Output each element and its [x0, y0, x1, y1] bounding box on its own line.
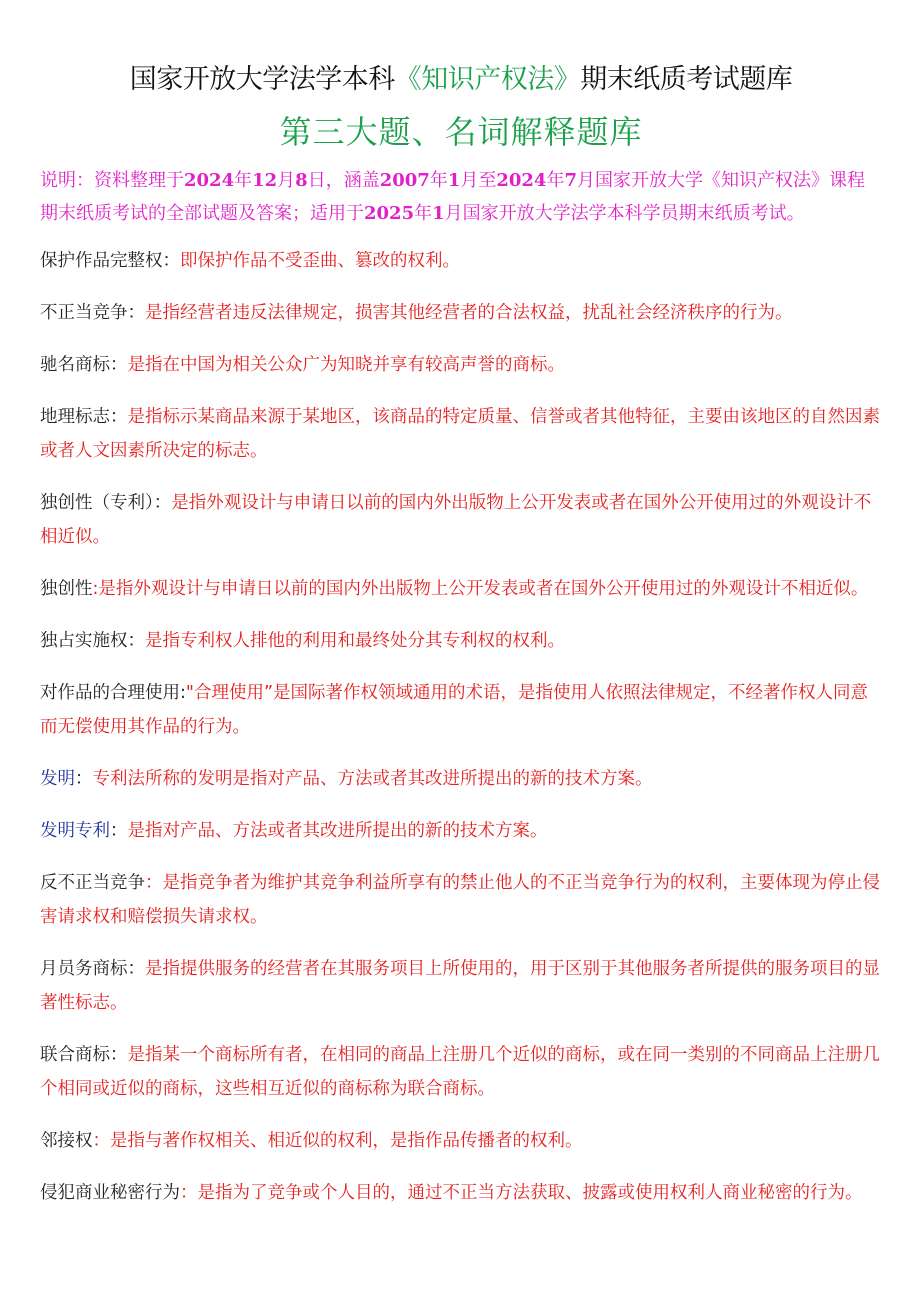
- note-text: 年: [414, 203, 433, 224]
- term-entry: [40, 676, 882, 744]
- term-entry: [40, 762, 882, 796]
- note-text: 月至: [460, 170, 497, 191]
- note-text: 年: [234, 170, 253, 191]
- note-number: 2024: [184, 170, 235, 191]
- note-text: 日，涵盖: [307, 170, 380, 191]
- term-name: 月员务商标: [40, 959, 128, 979]
- term-name: 发明: [40, 769, 75, 789]
- note-text: 年: [546, 170, 565, 191]
- title-part1: 国家开放大学法学本科: [129, 64, 395, 95]
- term-separator: ：: [75, 769, 93, 789]
- term-entry: [40, 244, 882, 278]
- note-number: 12: [252, 170, 278, 191]
- term-separator: ：: [180, 1183, 198, 1203]
- term-definition: "合理使用”是国际著作权领域通用的术语，是指使用人依照法律规定，不经著作权人同意而无偿使用其作品的行为。: [40, 683, 869, 737]
- note-text: 月: [277, 170, 296, 191]
- term-separator: ：: [92, 1131, 110, 1151]
- note-text: 说明：资料整理于: [40, 170, 184, 191]
- term-name: 独创性（专利）: [40, 493, 154, 513]
- term-separator: ：: [127, 631, 145, 651]
- term-separator: ：: [110, 407, 128, 427]
- term-separator: :: [92, 579, 99, 599]
- term-separator: ：: [145, 873, 163, 893]
- term-separator: ：: [153, 493, 172, 513]
- description-note: [40, 164, 882, 230]
- term-separator: ：: [110, 1045, 128, 1065]
- term-separator: ：: [162, 251, 180, 271]
- term-entry: [40, 952, 882, 1020]
- term-entry: [40, 296, 882, 330]
- note-text: 月国家开放大学《知识产权法》课程期末纸质考试的全部试题及答案；适用于: [40, 170, 865, 224]
- term-entry: [40, 1124, 882, 1158]
- term-name: 保护作品完整权: [40, 251, 163, 271]
- term-name: 独占实施权: [40, 631, 128, 651]
- term-entry: [40, 866, 882, 934]
- term-definition: 是指提供服务的经营者在其服务项目上所使用的，用于区别于其他服务者所提供的服务项目的显著性标志。: [40, 959, 880, 1013]
- term-separator: ：: [110, 821, 128, 841]
- term-entry: [40, 486, 882, 554]
- term-definition: 是指对产品、方法或者其改进所提出的新的技术方案。: [127, 821, 548, 841]
- term-definition: 是指经营者违反法律规定，损害其他经营者的合法权益，扰乱社会经济秩序的行为。: [145, 303, 793, 323]
- note-number: 2024: [496, 170, 547, 191]
- term-entry: [40, 348, 882, 382]
- term-name: 联合商标: [40, 1045, 110, 1065]
- term-definition: 是指标示某商品来源于某地区，该商品的特定质量、信誉或者其他特征，主要由该地区的自然因素或者人文因素所决定的标志。: [40, 407, 880, 461]
- note-text: 年: [429, 170, 448, 191]
- note-number: 2007: [379, 170, 430, 191]
- term-definition: 是指在中国为相关公众广为知晓并享有较高声誉的商标。: [127, 355, 565, 375]
- term-entry: [40, 1176, 882, 1210]
- note-text: 月国家开放大学法学本科学员期末纸质考试。: [444, 203, 805, 224]
- term-definition: 即保护作品不受歪曲、篡改的权利。: [180, 251, 460, 271]
- term-definition: 是指与著作权相关、相近似的权利，是指作品传播者的权利。: [110, 1131, 583, 1151]
- term-name: 驰名商标: [40, 355, 110, 375]
- term-list: [40, 244, 882, 1210]
- term-entry: [40, 814, 882, 848]
- note-number: 1: [447, 170, 461, 191]
- term-definition: 是指外观设计与申请日以前的国内外出版物上公开发表或者在国外公开使用过的外观设计不相近似。: [98, 579, 869, 599]
- term-definition: 是指竞争者为维护其竞争利益所享有的禁止他人的不正当竞争行为的权利，主要体现为停止侵害请求权和赔偿损失请求权。: [40, 873, 880, 927]
- term-entry: [40, 1038, 882, 1106]
- page-title: [40, 0, 882, 100]
- term-name: 侵犯商业秘密行为: [40, 1183, 180, 1203]
- term-entry: [40, 572, 882, 606]
- section-title: 第三大题、名词解释题库: [279, 113, 643, 151]
- term-name: 独创性: [40, 579, 93, 599]
- note-number: 7: [564, 170, 577, 191]
- term-name: 地理标志: [40, 407, 110, 427]
- term-definition: 是指专利权人排他的利用和最终处分其专利权的权利。: [145, 631, 565, 651]
- term-entry: [40, 624, 882, 658]
- note-number: 1: [432, 203, 445, 224]
- note-number: 2025: [364, 203, 415, 224]
- term-name: 对作品的合理使用: [40, 683, 180, 703]
- note-number: 8: [295, 170, 308, 191]
- term-definition: 专利法所称的发明是指对产品、方法或者其改进所提出的新的技术方案。: [92, 769, 653, 789]
- term-definition: 是指外观设计与申请日以前的国内外出版物上公开发表或者在国外公开使用过的外观设计不相近似。: [40, 493, 872, 547]
- term-name: 反不正当竞争: [40, 873, 145, 893]
- term-definition: 是指某一个商标所有者，在相同的商品上注册几个近似的商标，或在同一类别的不同商品上注册几个相同或近似的商标，这些相互近似的商标称为联合商标。: [40, 1045, 880, 1099]
- term-separator: ：: [127, 303, 145, 323]
- term-definition: 是指为了竞争或个人目的，通过不正当方法获取、披露或使用权利人商业秘密的行为。: [197, 1183, 863, 1203]
- title-course-name: 《知识产权法》: [394, 64, 581, 95]
- title-part2: 期末纸质考试题库: [580, 64, 793, 95]
- term-name: 发明专利: [40, 821, 110, 841]
- term-name: 邻接权: [40, 1131, 93, 1151]
- term-separator: ：: [127, 959, 145, 979]
- term-separator: :: [180, 683, 186, 703]
- term-separator: ：: [110, 355, 128, 375]
- term-name: 不正当竞争: [40, 303, 128, 323]
- term-entry: [40, 400, 882, 468]
